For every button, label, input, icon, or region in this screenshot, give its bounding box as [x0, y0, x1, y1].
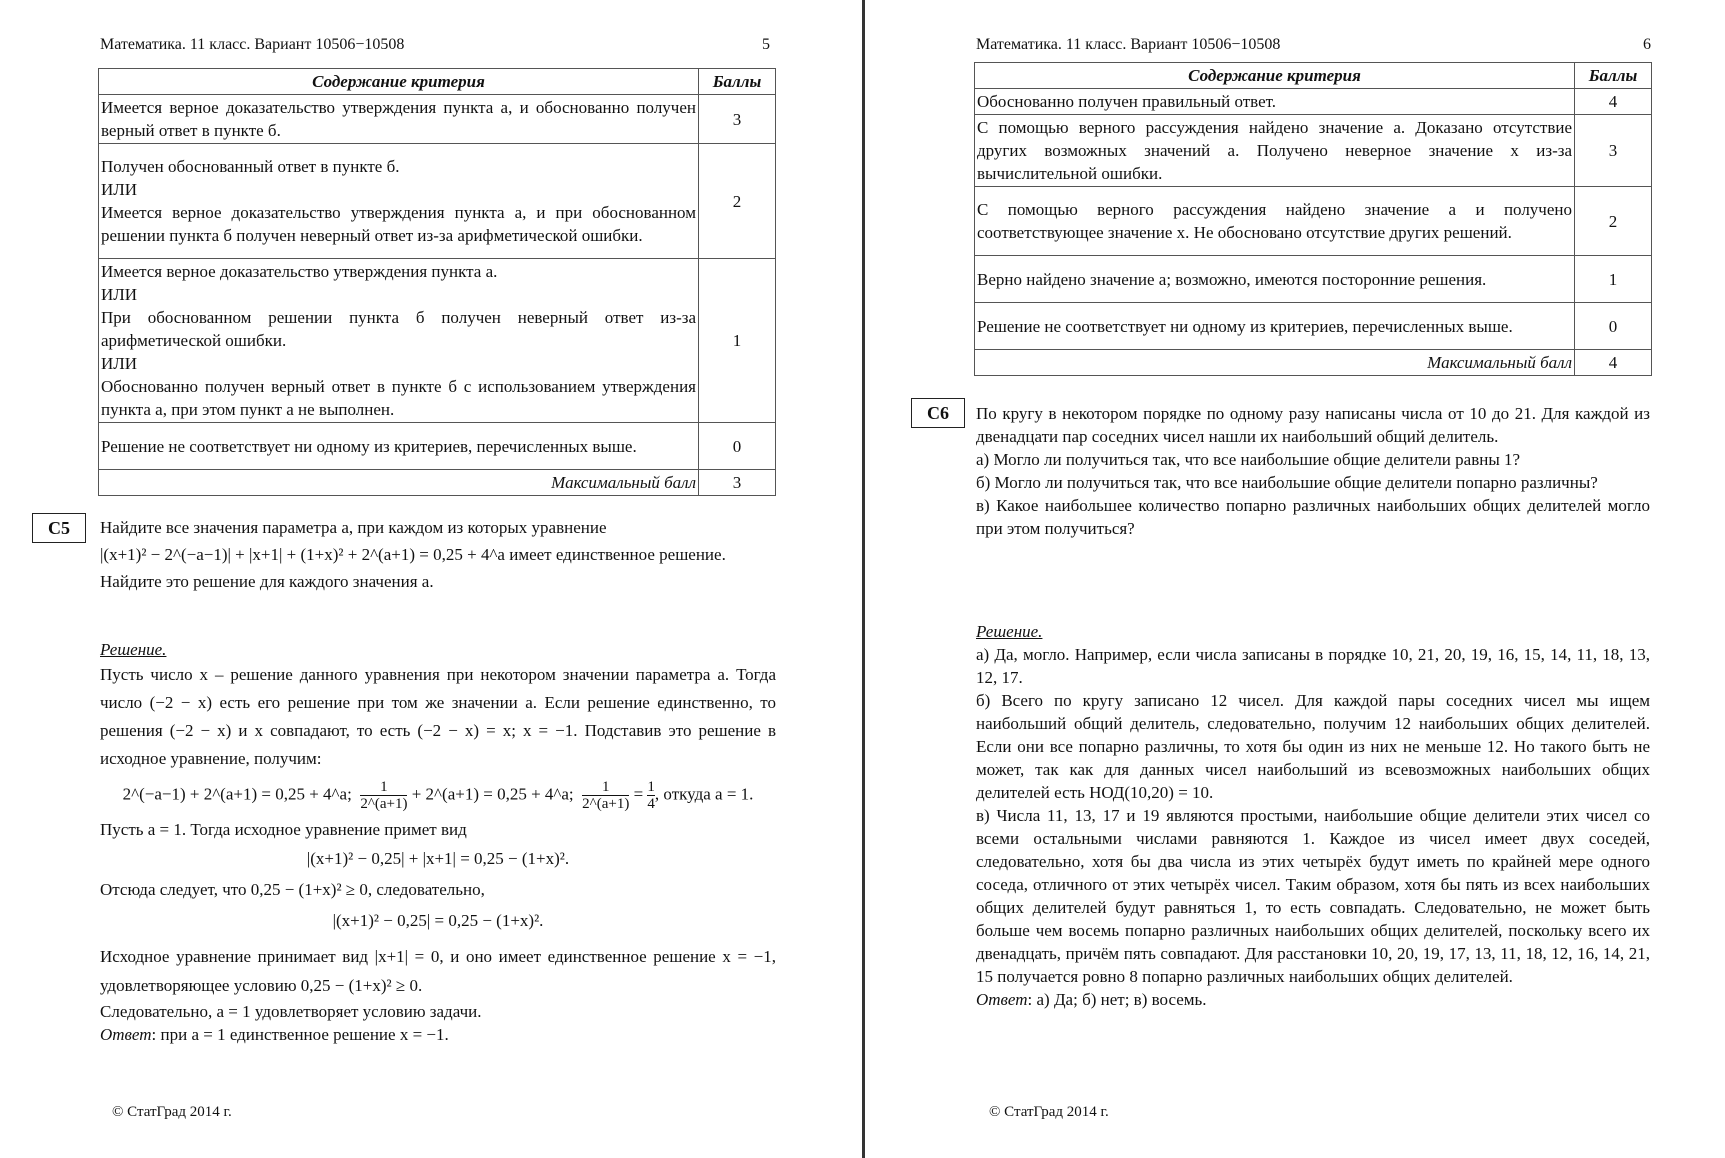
col-header-content: Содержание критерия — [99, 69, 699, 95]
criterion-text: Обоснованно получен правильный ответ. — [975, 89, 1575, 115]
criteria-table — [974, 62, 1652, 376]
right-page — [869, 0, 1725, 1158]
solution-paragraph: Отсюда следует, что 0,25 − (1+x)² ≥ 0, следовательно, — [100, 880, 485, 899]
task-text: По кругу в некотором порядке по одному разу написаны числа от 10 до 21. Для каждой из двенадцати пар соседних чисел нашли их наибольший общий делитель. — [976, 404, 1650, 446]
table-row — [975, 89, 1652, 115]
page-header: Математика. 11 класс. Вариант 10506−10508 — [976, 36, 1281, 53]
task-c6 — [976, 402, 1650, 540]
max-score-label: Максимальный балл — [975, 350, 1575, 376]
page-number: 5 — [762, 36, 770, 53]
max-score-row — [975, 350, 1652, 376]
table-row — [975, 115, 1652, 187]
footer: © СтатГрад 2014 г. — [112, 1104, 232, 1120]
page-header: Математика. 11 класс. Вариант 10506−10508 — [100, 36, 405, 53]
criterion-points: 4 — [1575, 89, 1652, 115]
task-equation: |(x+1)² − 2^(−a−1)| + |x+1| + (1+x)² + 2^(a+1) = 0,25 + 4^a — [100, 545, 505, 564]
criterion-points: 0 — [699, 423, 776, 470]
task-question: в) Какое наибольшее количество попарно различных наибольших общих делителей могло при этом получиться? — [976, 496, 1650, 538]
answer: Ответ: а) Да; б) нет; в) восемь. — [976, 990, 1207, 1009]
solution-equation: |(x+1)² − 0,25| + |x+1| = 0,25 − (1+x)². — [306, 849, 570, 868]
criterion-points: 1 — [1575, 256, 1652, 303]
criterion-text: Верно найдено значение a; возможно, имеются посторонние решения. — [975, 256, 1575, 303]
solution-paragraph: а) Да, могло. Например, если числа записаны в порядке 10, 21, 20, 19, 16, 15, 14, 11, 18, 13, 12, 17. — [976, 645, 1650, 687]
max-score-value: 3 — [699, 470, 776, 496]
criterion-text: С помощью верного рассуждения найдено значение a. Доказано отсутствие других возможных значений a. Получено неверное значение x из-за вычислительной ошибки. — [975, 115, 1575, 187]
criteria-table — [98, 68, 776, 496]
criterion-text: Решение не соответствует ни одному из критериев, перечисленных выше. — [975, 303, 1575, 350]
task-question: а) Могло ли получиться так, что все наибольшие общие делители равны 1? — [976, 450, 1521, 469]
page-divider — [862, 0, 865, 1158]
solution-paragraph: Пусть число x – решение данного уравнения при некотором значении параметра a. Тогда число (−2 − x) есть его решение при том же значении a. Если решение единственно, то решения (−2 − x) и x совпадают, то есть (−2 − x) = x; x = −1. Подставив это решение в исходное уравнение, получим: — [100, 665, 776, 768]
page-number: 6 — [1643, 36, 1651, 53]
criterion-text: Имеется верное доказательство утверждения пункта а. ИЛИ При обоснованном решении пункта б получен неверный ответ из-за арифметической ошибки. ИЛИ Обоснованно получен верный ответ в пункте б с использованием утверждения пункта а, при этом пункт а не выполнен. — [99, 259, 699, 423]
solution-paragraph: Следовательно, a = 1 удовлетворяет условию задачи. — [100, 1002, 482, 1021]
task-text: имеет единственное решение. — [509, 545, 726, 564]
max-score-value: 4 — [1575, 350, 1652, 376]
table-row — [975, 256, 1652, 303]
criterion-points: 2 — [1575, 187, 1652, 256]
criterion-text: Имеется верное доказательство утверждения пункта а, и обоснованно получен верный ответ в пункте б. — [99, 95, 699, 144]
task-label-c6: С6 — [911, 398, 965, 428]
criterion-points: 3 — [699, 95, 776, 144]
max-score-label: Максимальный балл — [99, 470, 699, 496]
solution-equation: |(x+1)² − 0,25| = 0,25 − (1+x)². — [332, 911, 544, 930]
task-text: Найдите все значения параметра a, при каждом из которых уравнение — [100, 518, 607, 537]
table-row — [99, 423, 776, 470]
col-header-content: Содержание критерия — [975, 63, 1575, 89]
footer: © СтатГрад 2014 г. — [989, 1104, 1109, 1120]
solution-c5 — [100, 638, 776, 1046]
task-text: Найдите это решение для каждого значения a. — [100, 572, 434, 591]
solution-paragraph: в) Числа 11, 13, 17 и 19 являются простыми, наибольшие общие делители этих чисел со всеми остальными числами равняются 1. Каждое из чисел имеет двух соседей, следовательно, хотя бы два числа из этих четырёх будут иметь по крайней мере одного соседа, отличного от этих четырёх чисел. Таким образом, хотя бы пять из всех наибольших общих делителей будут равняться 1, то есть совпадать. Следовательно, не может быть больше чем восемь попарно различных наибольших общих делителей, поскольку всего их двенадцать, причём пять совпадают. Для расстановки 10, 20, 19, 17, 13, 11, 18, 12, 16, 14, 21, 15 получается ровно 8 попарно различных наибольших общих делителей. — [976, 806, 1650, 986]
solution-paragraph: Исходное уравнение принимает вид |x+1| = 0, и оно имеет единственное решение x = −1, удовлетворяющее условию 0,25 − (1+x)² ≥ 0. — [100, 947, 776, 995]
task-question: б) Могло ли получиться так, что все наибольшие общие делители попарно различны? — [976, 473, 1598, 492]
solution-c6 — [976, 620, 1650, 1011]
criterion-points: 0 — [1575, 303, 1652, 350]
table-row — [99, 95, 776, 144]
criterion-points: 3 — [1575, 115, 1652, 187]
criterion-text: Получен обоснованный ответ в пункте б. ИЛИ Имеется верное доказательство утверждения пункта а, и при обоснованном решении пункта б получен неверный ответ из-за арифметической ошибки. — [99, 144, 699, 259]
col-header-points: Баллы — [1575, 63, 1652, 89]
solution-paragraph: б) Всего по кругу записано 12 чисел. Для каждой пары соседних чисел мы ищем наибольший общий делитель, следовательно, получим 12 наибольших общих делителей. Если они все попарно различны, то хотя бы один из них не меньше 12. Но такого быть не может, так как для данных чисел наибольший из всевозможных наибольших общих делителей есть НОД(10,20) = 10. — [976, 691, 1650, 802]
solution-title: Решение. — [100, 640, 167, 659]
table-row — [975, 187, 1652, 256]
table-row — [99, 259, 776, 423]
solution-equation: 2^(−a−1) + 2^(a+1) = 0,25 + 4^a; $\frac{1}{2\^{}(a+1)}$ + 2^(a+1) = 0,25 + 4^a; $\frac{1}{2\^{}(a+1)}$ = $\frac{1}{4}$ , откуда a = 1. — [122, 779, 754, 812]
task-c5 — [100, 516, 776, 593]
criterion-points: 2 — [699, 144, 776, 259]
criterion-text: Решение не соответствует ни одному из критериев, перечисленных выше. — [99, 423, 699, 470]
table-row — [975, 303, 1652, 350]
max-score-row — [99, 470, 776, 496]
task-label-c5: С5 — [32, 513, 86, 543]
answer: Ответ: при a = 1 единственное решение x = −1. — [100, 1025, 449, 1044]
solution-title: Решение. — [976, 622, 1043, 641]
col-header-points: Баллы — [699, 69, 776, 95]
criterion-text: С помощью верного рассуждения найдено значение a и получено соответствующее значение x. Не обосновано отсутствие других решений. — [975, 187, 1575, 256]
criterion-points: 1 — [699, 259, 776, 423]
solution-paragraph: Пусть a = 1. Тогда исходное уравнение примет вид — [100, 820, 467, 839]
table-row — [99, 144, 776, 259]
